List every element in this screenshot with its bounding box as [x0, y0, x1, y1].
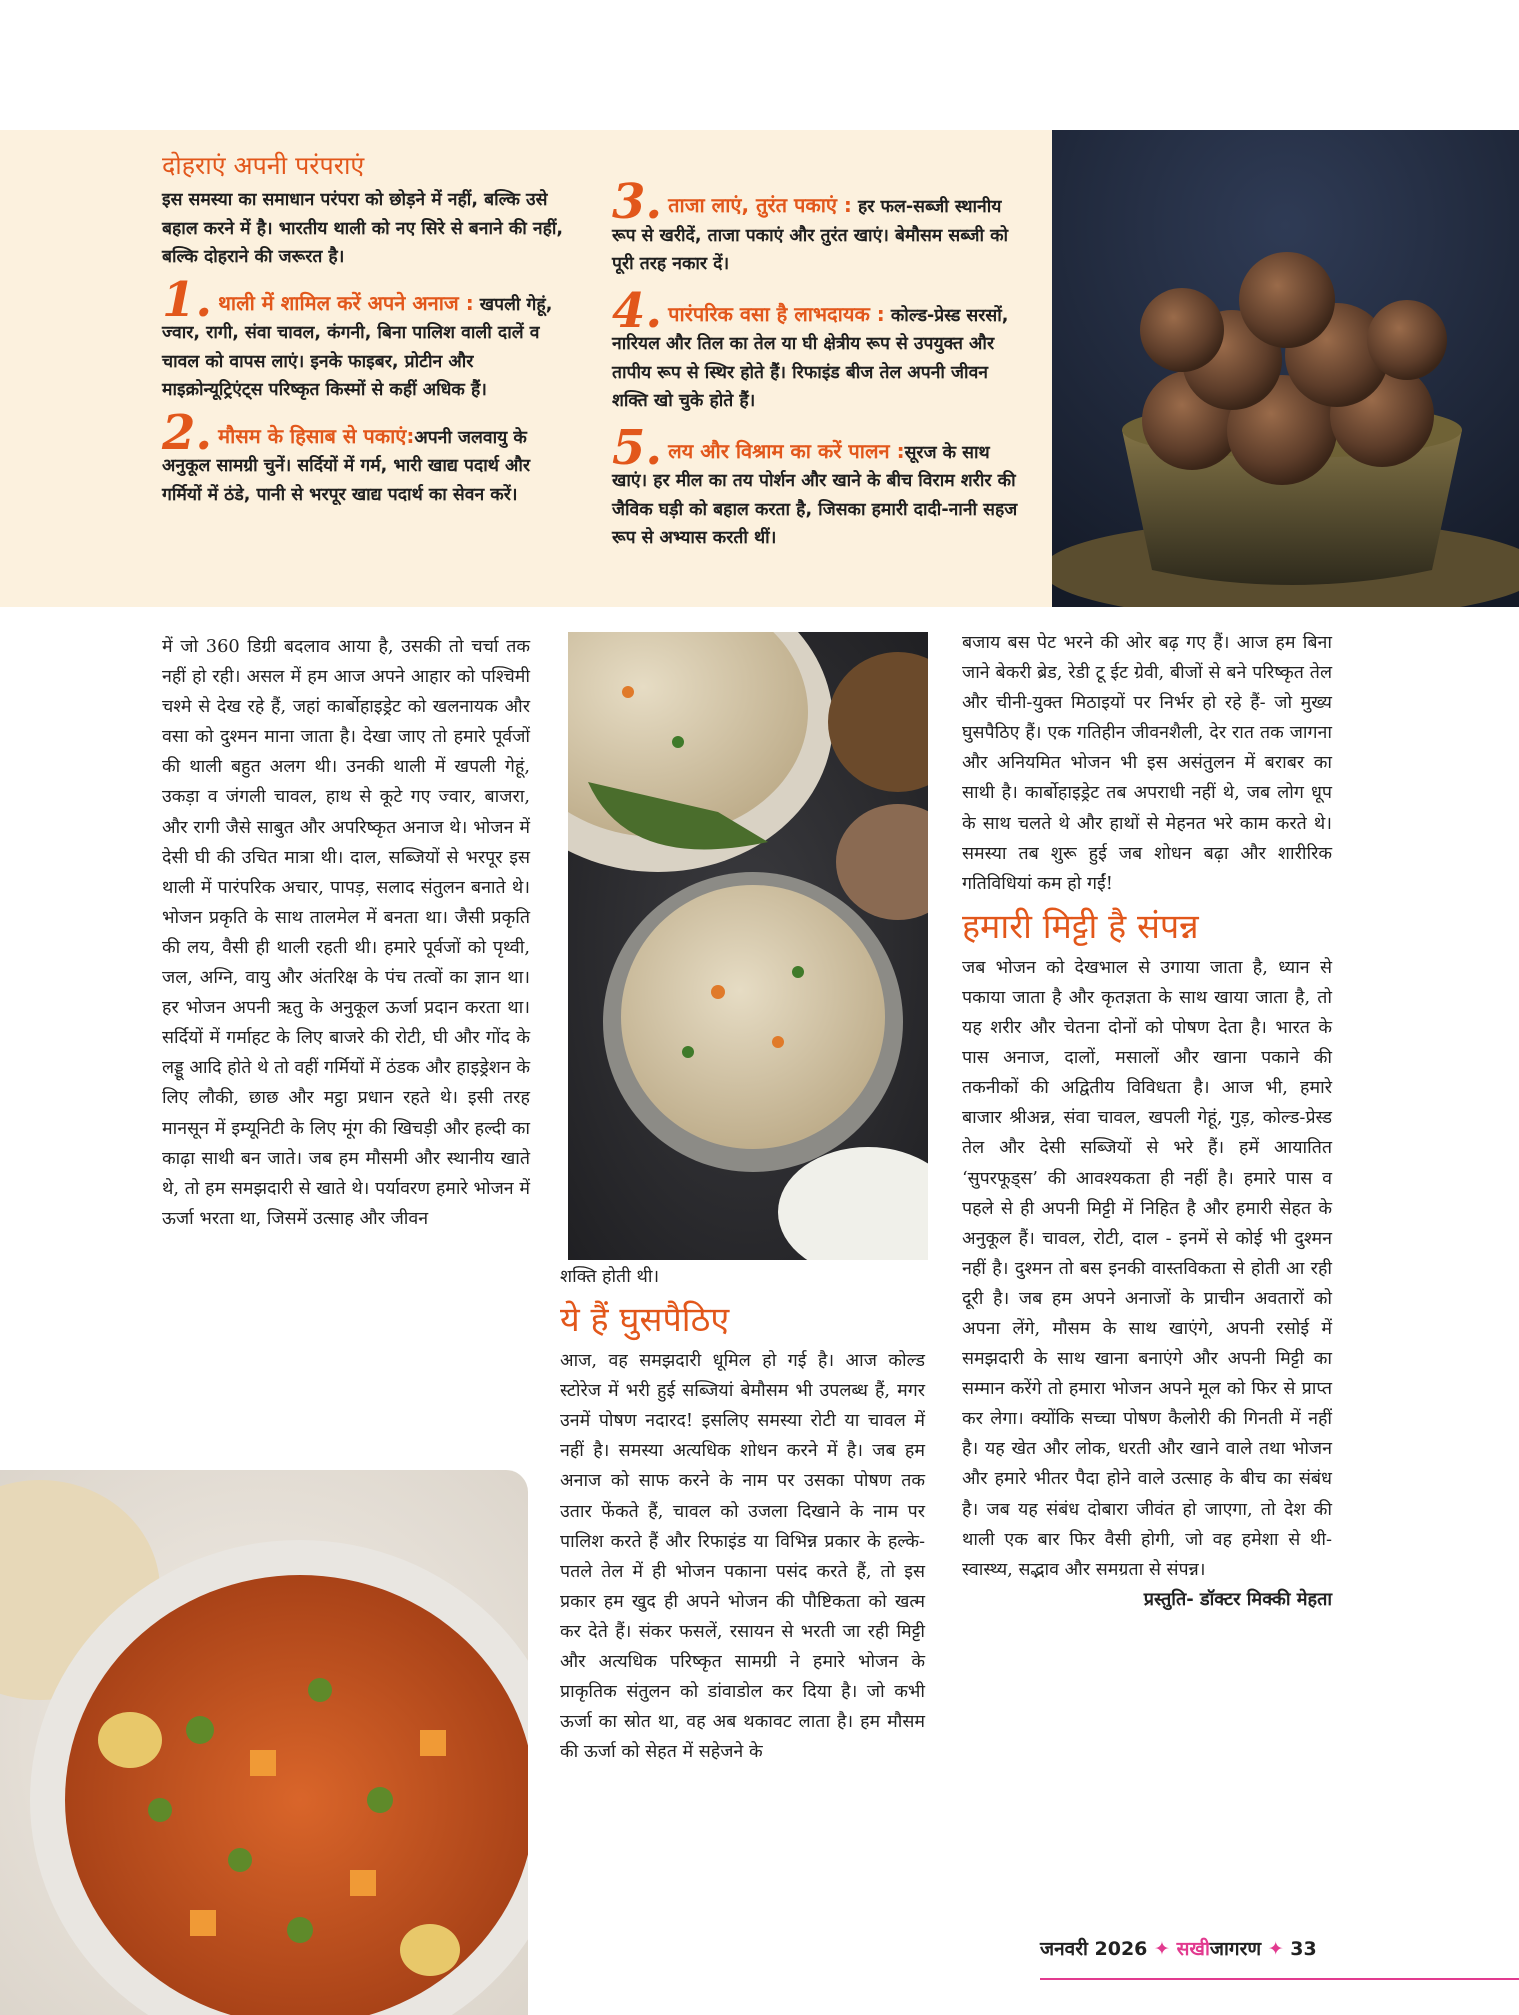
tip-number: 2. [162, 404, 213, 461]
tip-5 [612, 419, 1020, 553]
tip-3 [612, 174, 1020, 279]
section-heading-soil: हमारी मिट्टी है संपन्न [962, 906, 1199, 947]
section-heading-intruders: ये हैं घुसपैठिए [560, 1300, 730, 1341]
tip-4 [612, 282, 1020, 416]
page-footer [1040, 1935, 1317, 1975]
footer-divider [1040, 1978, 1519, 1980]
tip-title: लय और विश्राम का करें पालन : [668, 438, 905, 463]
laddoo-image [1052, 130, 1519, 607]
upma-photo [568, 632, 928, 1260]
tips-middle [612, 174, 1020, 553]
star-icon: ✦ [1154, 1938, 1170, 1960]
tip-number: 4. [612, 282, 663, 339]
page-number: 33 [1290, 1938, 1317, 1960]
tips-left [162, 150, 572, 509]
column-2-lead: शक्ति होती थी। [560, 1266, 660, 1287]
byline: प्रस्तुति- डॉक्टर मिक्की मेहता [1143, 1588, 1332, 1610]
tip-text: अपनी जलवायु के अनुकूल सामग्री चुनें। सर्दियों में गर्म, भारी खाद्य पदार्थ और गर्मियों में ठंडे, पानी से भरपूर खाद्य पदार्थ का सेवन करें। [162, 427, 531, 505]
sabzi-image [0, 1470, 528, 2015]
tip-number: 5. [612, 419, 663, 476]
tips-heading: दोहराएं अपनी परंपराएं [162, 151, 365, 180]
tip-number: 3. [612, 174, 663, 230]
tip-title: ताजा लाएं, तुरंत पकाएं : [668, 193, 852, 217]
column-3-text-b: जब भोजन को देखभाल से उगाया जाता है, ध्यान से पकाया जाता है और कृतज्ञता के साथ खाया जाता है, तो यह शरीर और चेतना दोनों को पोषण देता है। भारत के पास अनाज, दालों, मसालों और खाना पकाने की तकनीकों की अद्वितीय विविधता है। आज भी, हमारे बाजार श्रीअन्न, संवा चावल, खपली गेहूं, गुड़, कोल्ड-प्रेस्ड तेल और देसी सब्जियों से भरे हैं। हमें आयातित ‘सुपरफूड्स’ की आवश्यकता ही नहीं है। हमारे पास व पहले से ही अपनी मिट्टी में निहित है और हमारी सेहत के अनुकूल हैं। चावल, रोटी, दाल - इनमें से कोई भी दुश्मन नहीं है। दुश्मन तो बस इनकी वास्तविकता से होती आ रही दूरी है। जब हम अपने अनाजों के प्राचीन अवतारों को अपना लेंगे, मौसम के साथ खाएंगे, अपनी रसोई में समझदारी के साथ खाना बनाएंगे और अपनी मिट्टी का सम्मान करेंगे तो हमारा भोजन अपने मूल को फिर से प्राप्त कर लेगा। क्योंकि सच्चा पोषण कैलोरी की गिनती में नहीं है। यह खेत और लोक, धरती और खाने वाले तथा भोजन और हमारे भीतर पैदा होने वाले उत्साह के बीच का संबंध है। जब यह संबंध दोबारा जीवंत हो जाएगा, तो देश की थाली एक बार फिर वैसी होगी, जो वह हमेशा से थी-स्वास्थ्य, सद्भाव और समग्रता से संपन्न। [962, 956, 1332, 1580]
tip-text: हर फल-सब्जी स्थानीय रूप से खरीदें, ताजा पकाएं और तुरंत खाएं। बेमौसम सब्जी को पूरी तरह नकार दें। [612, 197, 1009, 274]
column-1 [162, 632, 530, 1234]
column-3-text-a: बजाय बस पेट भरने की ओर बढ़ गए हैं। आज हम बिना जाने बेकरी ब्रेड, रेडी टू ईट ग्रेवी, बीजों से बने परिष्कृत तेल और चीनी-युक्त मिठाइयों पर निर्भर हो रहे हैं- जो मुख्य घुसपैठिए हैं। एक गतिहीन जीवनशैली, देर रात तक जागना और अनियमित भोजन भी इस असंतुलन में बराबर का साथी है। कार्बोहाइड्रेट तब अपराधी नहीं थे, जब लोग धूप के साथ चलते थे और हाथों से मेहनत भरे काम करते थे। समस्या तब शुरू हुई जब शोधन बढ़ा और शारीरिक गतिविधियां कम हो गईं! [962, 632, 1332, 894]
column-2 [560, 1262, 925, 1767]
tip-text: खपली गेहूं, ज्वार, रागी, संवा चावल, कंगनी, बिना पालिश वाली दालें व चावल को वापस लाएं। इनके फाइबर, प्रोटीन और माइक्रोन्यूट्रिएंट्स परिष्कृत किस्मों से कहीं अधिक हैं। [162, 294, 553, 400]
magazine-brand-a: सखी [1176, 1938, 1210, 1960]
tip-number: 1. [162, 271, 213, 328]
tip-title: थाली में शामिल करें अपने अनाज : [218, 290, 474, 315]
column-3 [962, 628, 1332, 1615]
issue-date: जनवरी 2026 [1040, 1938, 1148, 1960]
tip-1 [162, 271, 572, 405]
laddoo-photo [1052, 130, 1519, 607]
tip-text: कोल्ड-प्रेस्ड सरसों, नारियल और तिल का तेल या घी क्षेत्रीय रूप से उपयुक्त और तापीय रूप से स्थिर होते हैं। रिफाइंड बीज तेल अपनी जीवन शक्ति खो चुके होते हैं। [612, 305, 1009, 411]
tip-title: पारंपरिक वसा है लाभदायक : [668, 301, 885, 326]
column-1-text: में जो 360 डिग्री बदलाव आया है, उसकी तो चर्चा तक नहीं हो रही। असल में हम आज अपने आहार को पश्चिमी चश्मे से देख रहे हैं, जहां कार्बोहाइड्रेट को खलनायक और वसा को दुश्मन माना जाता है। देखा जाए तो हमारे पूर्वजों की थाली बहुत अलग थी। उनकी थाली में खपली गेहूं, उकड़ा व जंगली चावल, हाथ से कूटे गए ज्वार, बाजरा, और रागी जैसे साबुत और अपरिष्कृत अनाज थे। भोजन में देसी घी की उचित मात्रा थी। दाल, सब्जियों से भरपूर इस थाली में पारंपरिक अचार, पापड़, सलाद संतुलन बनाते थे। भोजन प्रकृति के साथ तालमेल में बनता था। जैसी प्रकृति की लय, वैसी ही थाली रहती थी। हमारे पूर्वजों को पृथ्वी, जल, अग्नि, वायु और अंतरिक्ष के पंच तत्वों का ज्ञान था। हर भोजन अपनी ऋतु के अनुकूल ऊर्जा प्रदान करता था। सर्दियों में गर्माहट के लिए बाजरे की रोटी, घी और गोंद के लड्डू आदि होते थे तो वहीं गर्मियों में ठंडक और हाइड्रेशन के लिए लौकी, छाछ और मट्ठा प्रधान रहते थे। इसी तरह मानसून में इम्यूनिटी के लिए मूंग की खिचड़ी और हल्दी का काढ़ा साथी बन जाते। जब हम मौसमी और स्थानीय खाते थे, तो हम समझदारी से खाते थे। पर्यावरण हमारे भोजन में ऊर्जा भरता था, जिसमें उत्साह और जीवन [162, 636, 530, 1229]
column-2-text: आज, वह समझदारी धूमिल हो गई है। आज कोल्ड स्टोरेज में भरी हुई सब्जियां बेमौसम भी उपलब्ध हैं, मगर उनमें पोषण नदारद! इसलिए समस्या रोटी या चावल में नहीं है। समस्या अत्यधिक शोधन करने में है। जब हम अनाज को साफ करने के नाम पर उसका पोषण तक उतार फेंकते हैं, चावल को उजला दिखाने के नाम पर पालिश करते हैं और रिफाइंड या विभिन्न प्रकार के हल्के-पतले तेल में ही भोजन पकाना पसंद करते हैं, तो इस प्रकार हम खुद ही अपने भोजन की पौष्टिकता को खत्म कर देते हैं। संकर फसलें, रसायन से भरती जा रही मिट्टी और अत्यधिक परिष्कृत सामग्री ने हमारे भोजन के प्राकृतिक संतुलन को डांवाडोल कर दिया है। जो कभी ऊर्जा का स्रोत था, वह अब थकावट लाता है। हम मौसम की ऊर्जा को सेहत में सहेजने के [560, 1350, 925, 1763]
tip-text: सूरज के साथ खाएं। हर मील का तय पोर्शन और खाने के बीच विराम शरीर की जैविक घड़ी को बहाल करता है, जिसका हमारी दादी-नानी सहज रूप से अभ्यास करती थीं। [612, 442, 1018, 548]
tip-title: मौसम के हिसाब से पकाएं: [218, 423, 415, 448]
upma-image [568, 632, 928, 1260]
tip-2 [162, 404, 572, 510]
sabzi-photo [0, 1470, 528, 2015]
star-icon: ✦ [1267, 1938, 1284, 1960]
magazine-brand-b: जागरण [1209, 1938, 1262, 1960]
tips-intro: इस समस्या का समाधान परंपरा को छोड़ने में नहीं, बल्कि उसे बहाल करने में है। भारतीय थाली को नए सिरे से बनाने की नहीं, बल्कि दोहराने की जरूरत है। [162, 190, 564, 267]
